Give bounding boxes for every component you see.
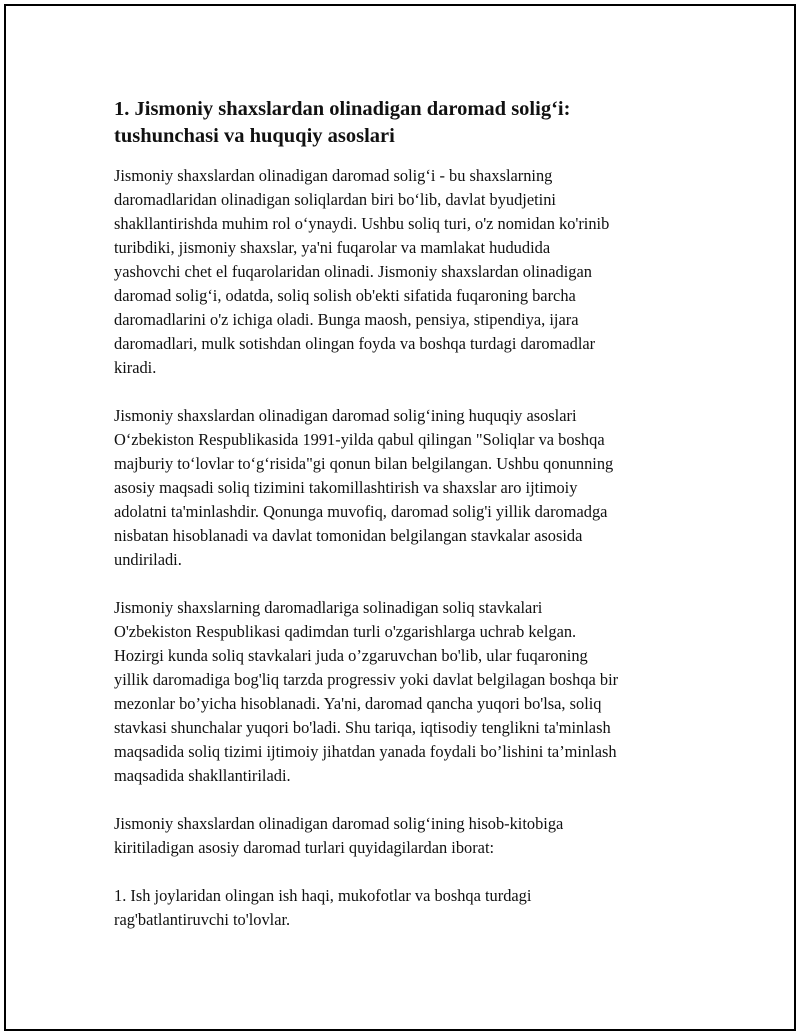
- text-line: O‘zbekiston Respublikasida 1991-yilda qabul qilingan "Soliqlar va boshqa: [114, 430, 605, 449]
- text-line: mezonlar bo’yicha hisoblanadi. Ya'ni, daromad qancha yuqori bo'lsa, soliq: [114, 694, 602, 713]
- document-body: [114, 96, 694, 956]
- text-line: 1. Ish joylaridan olingan ish haqi, mukofotlar va boshqa turdagi: [114, 886, 532, 905]
- text-line: Jismoniy shaxslardan olinadigan daromad solig‘ining hisob-kitobiga: [114, 814, 564, 833]
- paragraph-definition: [114, 164, 694, 380]
- text-line: Jismoniy shaxslardan olinadigan daromad solig‘i - bu shaxslarning: [114, 166, 553, 185]
- text-line: Hozirgi kunda soliq stavkalari juda o’zgaruvchan bo'lib, ular fuqaroning: [114, 646, 588, 665]
- text-line: maqsadida soliq tizimi ijtimoiy jihatdan yanada foydali bo’lishini ta’minlash: [114, 742, 617, 761]
- text-line: rag'batlantiruvchi to'lovlar.: [114, 910, 291, 929]
- list-item-1: [114, 884, 694, 932]
- text-line: majburiy to‘lovlar to‘g‘risida"gi qonun bilan belgilangan. Ushbu qonunning: [114, 454, 614, 473]
- paragraph-income-types-intro: [114, 812, 694, 860]
- text-line: yillik daromadiga bog'liq tarzda progressiv yoki davlat belgilagan boshqa bir: [114, 670, 619, 689]
- title-line: 1. Jismoniy shaxslardan olinadigan daromad solig‘i:: [114, 98, 571, 120]
- paragraph-legal-basis: [114, 404, 694, 572]
- text-line: daromadlarini o'z ichiga oladi. Bunga maosh, pensiya, stipendiya, ijara: [114, 310, 579, 329]
- text-line: nisbatan hisoblanadi va davlat tomonidan belgilangan stavkalar asosida: [114, 526, 583, 545]
- paragraph-tax-rates: [114, 596, 694, 788]
- text-line: kiritiladigan asosiy daromad turlari quyidagilardan iborat:: [114, 838, 495, 857]
- text-line: daromadlari, mulk sotishdan olingan foyda va boshqa turdagi daromadlar: [114, 334, 596, 353]
- text-line: turibdiki, jismoniy shaxslar, ya'ni fuqarolar va mamlakat hududida: [114, 238, 551, 257]
- text-line: O'zbekiston Respublikasi qadimdan turli o'zgarishlarga uchrab kelgan.: [114, 622, 577, 641]
- text-line: asosiy maqsadi soliq tizimini takomillashtirish va shaxslar aro ijtimoiy: [114, 478, 578, 497]
- text-line: stavkasi shunchalar yuqori bo'ladi. Shu tariqa, iqtisodiy tenglikni ta'minlash: [114, 718, 611, 737]
- text-line: Jismoniy shaxslarning daromadlariga solinadigan soliq stavkalari: [114, 598, 543, 617]
- title-line: tushunchasi va huquqiy asoslari: [114, 125, 395, 147]
- text-line: Jismoniy shaxslardan olinadigan daromad solig‘ining huquqiy asoslari: [114, 406, 577, 425]
- text-line: adolatni ta'minlashdir. Qonunga muvofiq, daromad solig'i yillik daromadga: [114, 502, 608, 521]
- section-title: [114, 96, 694, 150]
- text-line: undiriladi.: [114, 550, 182, 569]
- text-line: daromad solig‘i, odatda, soliq solish ob'ekti sifatida fuqaroning barcha: [114, 286, 576, 305]
- text-line: shakllantirishda muhim rol o‘ynaydi. Ushbu soliq turi, o'z nomidan ko'rinib: [114, 214, 610, 233]
- text-line: yashovchi chet el fuqarolaridan olinadi. Jismoniy shaxslardan olinadigan: [114, 262, 592, 281]
- text-line: daromadlaridan olinadigan soliqlardan biri bo‘lib, davlat byudjetini: [114, 190, 556, 209]
- text-line: maqsadida shakllantiriladi.: [114, 766, 291, 785]
- text-line: kiradi.: [114, 358, 157, 377]
